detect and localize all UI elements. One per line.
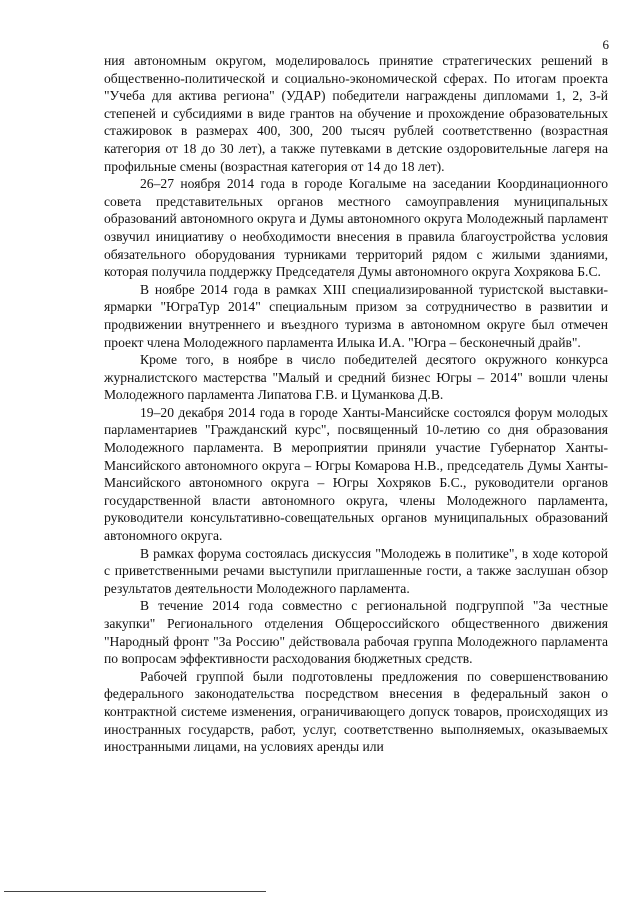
- bottom-divider: [4, 891, 266, 892]
- paragraph-yugratur-exhibition: В ноябре 2014 года в рамках XIII специализированной туристской выставки-ярмарки "ЮграТур 2014" специальным призом за сотрудничество в развитии и продвижении внутреннего и въездного туризма в автономном округе был отмечен проект члена Молодежного парламента Илыка И.А. "Югра – бесконечный драйв".: [104, 281, 608, 350]
- paragraph-youth-in-politics: В рамках форума состоялась дискуссия "Молодежь в политике", в ходе которой с приветственными речами выступили приглашенные гости, а также заслушан обзор результатов деятельности Молодежного парламента.: [104, 545, 608, 596]
- paragraph-kogalym-session: 26–27 ноября 2014 года в городе Когалыме на заседании Координационного совета представительных органов местного самоуправления муниципальных образований автономного округа и Думы автономного округа Молодежный парламент озвучил инициативу о необходимости внесения в правила благоустройства условия обязательного оборудования турниками территорий рядом с жилыми зданиями, которая получила поддержку Председателя Думы автономного округа Хохрякова Б.С.: [104, 176, 608, 280]
- page-number: 6: [602, 37, 609, 52]
- paragraph-legislation-proposals: Рабочей группой были подготовлены предложения по совершенствованию федерального законодательства посредством внесения в федеральный закон о контрактной системе изменения, ограничивающего допуск товаров, происходящих из иностранных государств, работ, услуг, соответственно выполняемых, оказываемых иностранными лицами, на условиях аренды или: [104, 668, 608, 755]
- paragraph-journalism-contest: Кроме того, в ноябре в число победителей десятого окружного конкурса журналистского мастерства "Малый и средний бизнес Югры – 2014" вошли члены Молодежного парламента Липатова Г.В. и Цуманкова Д.В.: [104, 352, 608, 403]
- document-body: [104, 52, 608, 756]
- paragraph-continuation: ния автономным округом, моделировалось принятие стратегических решений в общественно-политической и социально-экономической сферах. По итогам проекта "Учеба для актива региона" (УДАР) победители награждены дипломами 1, 2, 3-й степеней и субсидиями в виде грантов на обучение и прохождение образовательных стажировок в размерах 400, 300, 200 тысяч рублей соответственно (возрастная категория от 18 до 30 лет), а также путевками в детские оздоровительные лагеря на профильные смены (возрастная категория от 14 до 18 лет).: [104, 53, 608, 174]
- paragraph-civic-course-forum: 19–20 декабря 2014 года в городе Ханты-Мансийске состоялся форум молодых парламентариев "Гражданский курс", посвященный 10-летию со дня образования Молодежного парламента. В мероприятии приняли участие Губернатор Ханты-Мансийского автономного округа – Югры Комарова Н.В., председатель Думы Ханты-Мансийского автономного округа – Югры Хохряков Б.С., руководители органов государственной власти автономного округа, члены Молодежного парламента, руководители консультативно-совещательных органов муниципальных образований автономного округа.: [104, 404, 608, 544]
- paragraph-fair-procurement: В течение 2014 года совместно с региональной подгруппой "За честные закупки" Регионального отделения Общероссийского общественного движения "Народный фронт "За Россию" действовала рабочая группа Молодежного парламента по вопросам эффективности расходования бюджетных средств.: [104, 598, 608, 667]
